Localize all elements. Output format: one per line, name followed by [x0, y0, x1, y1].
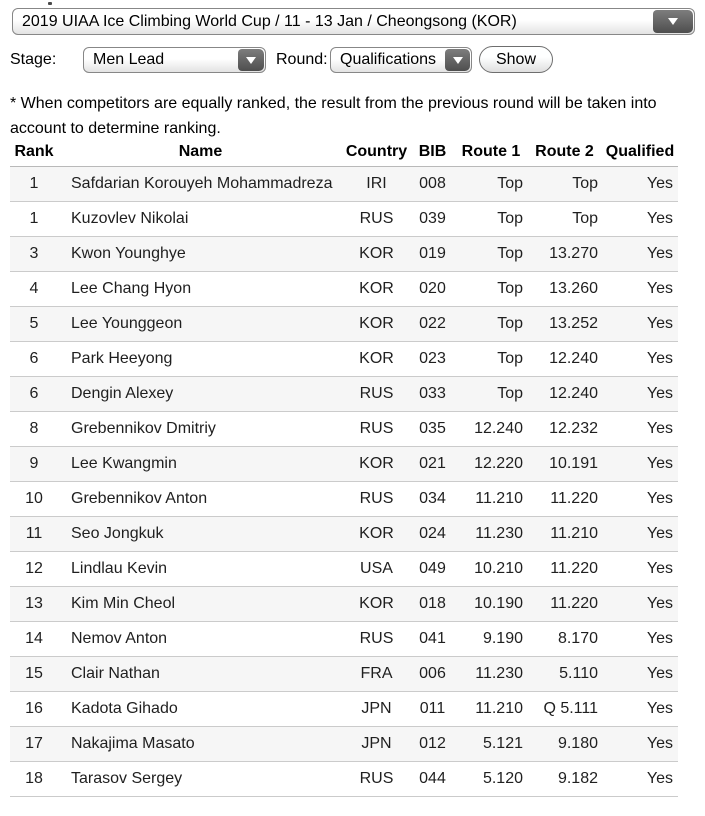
cell-route1: Top [455, 271, 527, 306]
cell-name: Nemov Anton [58, 621, 343, 656]
cell-route1: Top [455, 341, 527, 376]
cell-rank: 9 [10, 446, 58, 481]
cell-route1: 10.210 [455, 551, 527, 586]
cell-bib: 039 [410, 201, 455, 236]
cell-route2: Q 5.111 [527, 691, 602, 726]
cell-qualified: Yes [602, 376, 678, 411]
cell-rank: 17 [10, 726, 58, 761]
cell-route1: Top [455, 306, 527, 341]
cell-route2: 12.232 [527, 411, 602, 446]
cell-name: Kadota Gihado [58, 691, 343, 726]
cell-country: JPN [343, 726, 410, 761]
table-row [10, 586, 678, 621]
cell-rank: 11 [10, 516, 58, 551]
round-select[interactable] [330, 47, 472, 73]
header-route1: Route 1 [455, 138, 527, 166]
cell-bib: 035 [410, 411, 455, 446]
header-country: Country [343, 138, 410, 166]
triangle-down-icon [246, 57, 256, 64]
table-row [10, 621, 678, 656]
chevron-down-icon[interactable] [653, 10, 693, 33]
header-rank: Rank [10, 138, 58, 166]
cell-route1: 11.230 [455, 516, 527, 551]
cell-bib: 023 [410, 341, 455, 376]
cell-route2: 5.110 [527, 656, 602, 691]
table-row [10, 306, 678, 341]
table-row [10, 726, 678, 761]
cell-route2: 11.220 [527, 481, 602, 516]
round-label: Round: [276, 51, 328, 68]
cell-route1: 11.230 [455, 656, 527, 691]
cell-country: RUS [343, 411, 410, 446]
cell-bib: 008 [410, 166, 455, 201]
cell-rank: 4 [10, 271, 58, 306]
cell-bib: 011 [410, 691, 455, 726]
cell-country: KOR [343, 306, 410, 341]
cell-route2: 13.260 [527, 271, 602, 306]
cell-route1: 9.190 [455, 621, 527, 656]
cell-route1: Top [455, 166, 527, 201]
table-row [10, 411, 678, 446]
cell-name: Park Heeyong [58, 341, 343, 376]
cell-route1: Top [455, 236, 527, 271]
table-row [10, 656, 678, 691]
cell-qualified: Yes [602, 586, 678, 621]
cell-route1: 10.190 [455, 586, 527, 621]
header-name: Name [58, 138, 343, 166]
cell-rank: 8 [10, 411, 58, 446]
ranking-note: * When competitors are equally ranked, the result from the previous round will be taken into account to determine ranking. [10, 95, 657, 137]
table-row [10, 691, 678, 726]
cell-bib: 022 [410, 306, 455, 341]
table-row [10, 166, 678, 201]
cell-bib: 041 [410, 621, 455, 656]
cell-qualified: Yes [602, 656, 678, 691]
cell-route1: Top [455, 201, 527, 236]
chevron-down-icon[interactable] [238, 49, 264, 71]
cell-country: RUS [343, 761, 410, 796]
table-row [10, 341, 678, 376]
table-row [10, 761, 678, 796]
table-row [10, 551, 678, 586]
cell-route2: Top [527, 166, 602, 201]
cell-qualified: Yes [602, 446, 678, 481]
cell-country: KOR [343, 271, 410, 306]
table-row [10, 481, 678, 516]
cell-country: IRI [343, 166, 410, 201]
stage-select-value: Men Lead [93, 51, 165, 68]
header-route2: Route 2 [527, 138, 602, 166]
cell-bib: 020 [410, 271, 455, 306]
cell-name: Clair Nathan [58, 656, 343, 691]
cell-qualified: Yes [602, 621, 678, 656]
cell-qualified: Yes [602, 761, 678, 796]
table-row [10, 201, 678, 236]
cell-name: Safdarian Korouyeh Mohammadreza [58, 166, 343, 201]
table-row [10, 271, 678, 306]
cell-bib: 019 [410, 236, 455, 271]
cell-route2: 11.220 [527, 586, 602, 621]
cell-bib: 006 [410, 656, 455, 691]
cell-country: KOR [343, 446, 410, 481]
table-row [10, 376, 678, 411]
cell-name: Lee Kwangmin [58, 446, 343, 481]
cell-country: KOR [343, 516, 410, 551]
header-bib: BIB [410, 138, 455, 166]
cell-route2: 12.240 [527, 341, 602, 376]
cell-name: Kwon Younghye [58, 236, 343, 271]
cell-route1: 12.240 [455, 411, 527, 446]
cell-rank: 6 [10, 341, 58, 376]
cell-name: Lindlau Kevin [58, 551, 343, 586]
cell-bib: 018 [410, 586, 455, 621]
cell-qualified: Yes [602, 236, 678, 271]
cell-name: Grebennikov Anton [58, 481, 343, 516]
cell-country: KOR [343, 341, 410, 376]
cell-country: RUS [343, 376, 410, 411]
cutoff-text-artifact [48, 2, 52, 5]
table-row [10, 446, 678, 481]
cell-route2: 13.270 [527, 236, 602, 271]
cell-country: FRA [343, 656, 410, 691]
cell-country: RUS [343, 621, 410, 656]
cell-route2: 9.182 [527, 761, 602, 796]
event-select[interactable] [12, 8, 695, 35]
results-table [10, 138, 678, 797]
cell-route2: 10.191 [527, 446, 602, 481]
cell-bib: 033 [410, 376, 455, 411]
cell-qualified: Yes [602, 691, 678, 726]
cell-route2: 13.252 [527, 306, 602, 341]
cell-country: USA [343, 551, 410, 586]
header-qualified: Qualified [602, 138, 678, 166]
table-body [10, 166, 678, 796]
cell-rank: 18 [10, 761, 58, 796]
cell-rank: 10 [10, 481, 58, 516]
cell-name: Tarasov Sergey [58, 761, 343, 796]
cell-rank: 15 [10, 656, 58, 691]
cell-bib: 021 [410, 446, 455, 481]
cell-qualified: Yes [602, 341, 678, 376]
cell-country: JPN [343, 691, 410, 726]
cell-name: Kuzovlev Nikolai [58, 201, 343, 236]
table-header [10, 138, 678, 166]
cell-rank: 13 [10, 586, 58, 621]
cell-route1: Top [455, 376, 527, 411]
cell-rank: 12 [10, 551, 58, 586]
cell-qualified: Yes [602, 201, 678, 236]
cell-name: Grebennikov Dmitriy [58, 411, 343, 446]
cell-rank: 3 [10, 236, 58, 271]
cell-bib: 044 [410, 761, 455, 796]
cell-rank: 1 [10, 166, 58, 201]
cell-bib: 034 [410, 481, 455, 516]
cell-bib: 024 [410, 516, 455, 551]
triangle-down-icon [453, 57, 463, 64]
cell-route2: 9.180 [527, 726, 602, 761]
cell-name: Nakajima Masato [58, 726, 343, 761]
chevron-down-icon[interactable] [445, 49, 470, 71]
cell-name: Kim Min Cheol [58, 586, 343, 621]
cell-route2: Top [527, 201, 602, 236]
cell-rank: 6 [10, 376, 58, 411]
cell-qualified: Yes [602, 516, 678, 551]
cell-country: RUS [343, 201, 410, 236]
cell-route1: 12.220 [455, 446, 527, 481]
table-row [10, 516, 678, 551]
cell-country: RUS [343, 481, 410, 516]
cell-rank: 16 [10, 691, 58, 726]
cell-route2: 11.220 [527, 551, 602, 586]
cell-route1: 5.120 [455, 761, 527, 796]
cell-name: Seo Jongkuk [58, 516, 343, 551]
show-button[interactable]: Show [479, 46, 553, 73]
stage-label: Stage: [10, 51, 57, 68]
table-row [10, 236, 678, 271]
cell-qualified: Yes [602, 481, 678, 516]
cell-name: Dengin Alexey [58, 376, 343, 411]
cell-qualified: Yes [602, 726, 678, 761]
cell-route2: 8.170 [527, 621, 602, 656]
event-select-value: 2019 UIAA Ice Climbing World Cup / 11 - 13 Jan / Cheongsong (KOR) [22, 12, 517, 30]
cell-country: KOR [343, 586, 410, 621]
cell-qualified: Yes [602, 166, 678, 201]
stage-select[interactable] [83, 47, 266, 73]
cell-route1: 11.210 [455, 691, 527, 726]
cell-qualified: Yes [602, 271, 678, 306]
cell-name: Lee Younggeon [58, 306, 343, 341]
cell-rank: 14 [10, 621, 58, 656]
cell-country: KOR [343, 236, 410, 271]
cell-route2: 11.210 [527, 516, 602, 551]
cell-qualified: Yes [602, 411, 678, 446]
cell-bib: 049 [410, 551, 455, 586]
cell-rank: 1 [10, 201, 58, 236]
cell-route2: 12.240 [527, 376, 602, 411]
cell-bib: 012 [410, 726, 455, 761]
cell-qualified: Yes [602, 306, 678, 341]
cell-name: Lee Chang Hyon [58, 271, 343, 306]
cell-route1: 5.121 [455, 726, 527, 761]
cell-rank: 5 [10, 306, 58, 341]
cell-route1: 11.210 [455, 481, 527, 516]
cell-qualified: Yes [602, 551, 678, 586]
triangle-down-icon [668, 18, 678, 25]
round-select-value: Qualifications [340, 51, 437, 68]
